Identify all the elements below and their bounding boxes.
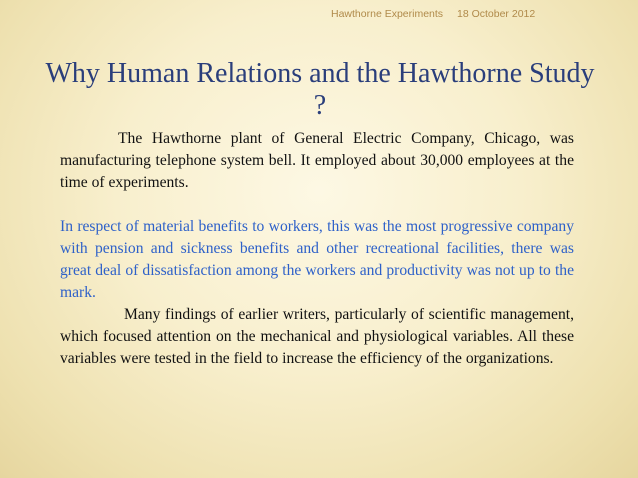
slide-header <box>331 8 535 20</box>
slide-body <box>60 128 574 370</box>
slide-title: Why Human Relations and the Hawthorne Study ? <box>45 58 595 121</box>
header-date: 18 October 2012 <box>456 8 536 20</box>
header-topic: Hawthorne Experiments <box>331 8 444 20</box>
paragraph-intro: The Hawthorne plant of General Electric Company, Chicago, was manufacturing telephone system bell. It employed about 30,000 employees at the time of experiments. <box>60 130 574 191</box>
paragraph-benefits: In respect of material benefits to workers, this was the most progressive company with pension and sickness benefits and other recreational facilities, there was great deal of dissatisfaction among the workers and productivity was not up to the mark. <box>60 218 574 301</box>
paragraph-findings: Many findings of earlier writers, particularly of scientific management, which focused attention on the mechanical and physiological variables. All these variables were tested in the field to increase the efficiency of the organizations. <box>60 306 574 367</box>
